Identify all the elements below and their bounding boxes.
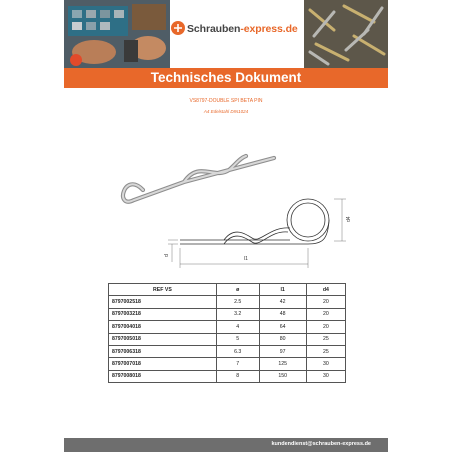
diameter-cell: 4 <box>216 321 259 333</box>
table-row <box>109 370 346 382</box>
table-row <box>109 308 346 320</box>
tools-photo <box>64 0 170 68</box>
table-row <box>109 321 346 333</box>
dim-d-label: d <box>164 254 170 257</box>
table-row <box>109 358 346 370</box>
ref-cell: 8797007018 <box>109 358 217 370</box>
product-material: A4 Edelstahl DIN1024 <box>203 109 249 114</box>
d4-cell: 20 <box>306 296 345 308</box>
column-header-ref: REF VS <box>109 284 217 296</box>
l1-cell: 150 <box>259 370 306 382</box>
table-row <box>109 345 346 357</box>
ref-cell: 8797008018 <box>109 370 217 382</box>
ref-cell: 8797003218 <box>109 308 217 320</box>
header-banner <box>64 0 388 68</box>
d4-cell: 25 <box>306 345 345 357</box>
diameter-cell: 7 <box>216 358 259 370</box>
pin-outline <box>180 199 329 244</box>
d4-cell: 30 <box>306 358 345 370</box>
table-row <box>109 296 346 308</box>
column-header-l1: l1 <box>259 284 306 296</box>
l1-cell: 42 <box>259 296 306 308</box>
d4-cell: 30 <box>306 370 345 382</box>
product-image <box>123 156 274 202</box>
column-header-diameter: ø <box>216 284 259 296</box>
l1-cell: 97 <box>259 345 306 357</box>
d4-cell: 20 <box>306 308 345 320</box>
diameter-cell: 3.2 <box>216 308 259 320</box>
l1-cell: 48 <box>259 308 306 320</box>
dim-l1-label: l1 <box>244 256 248 262</box>
l1-cell: 80 <box>259 333 306 345</box>
diameter-cell: 6.3 <box>216 345 259 357</box>
l1-cell: 64 <box>259 321 306 333</box>
title-banner <box>64 68 388 88</box>
product-title: VS8797-DOUBLE SPI BETA PIN <box>189 98 263 104</box>
ref-cell: 8797006318 <box>109 345 217 357</box>
logo-brand: Schrauben <box>187 23 241 35</box>
ref-cell: 8797005018 <box>109 333 217 345</box>
footer-bar <box>64 438 388 452</box>
table-row <box>109 333 346 345</box>
logo-suffix: -express.de <box>240 23 298 35</box>
banner-title: Technisches Dokument <box>150 70 302 85</box>
column-header-d4: d4 <box>306 284 345 296</box>
diameter-cell: 8 <box>216 370 259 382</box>
ref-cell: 8797004018 <box>109 321 217 333</box>
dim-d4-label: d4 <box>346 216 352 222</box>
d4-cell: 20 <box>306 321 345 333</box>
logo-text <box>187 23 298 35</box>
table-header-row <box>109 284 346 296</box>
document-page <box>64 0 388 452</box>
support-email-link[interactable]: kundendienst@schrauben-express.de <box>271 441 371 447</box>
dimension-lines <box>168 199 346 268</box>
technical-drawing <box>64 140 388 280</box>
ref-cell: 8797002518 <box>109 296 217 308</box>
d4-cell: 25 <box>306 333 345 345</box>
specification-table <box>108 283 346 383</box>
l1-cell: 125 <box>259 358 306 370</box>
logo-icon <box>170 20 186 40</box>
diameter-cell: 2.5 <box>216 296 259 308</box>
company-logo <box>170 16 304 44</box>
screws-photo <box>304 0 388 68</box>
diameter-cell: 5 <box>216 333 259 345</box>
